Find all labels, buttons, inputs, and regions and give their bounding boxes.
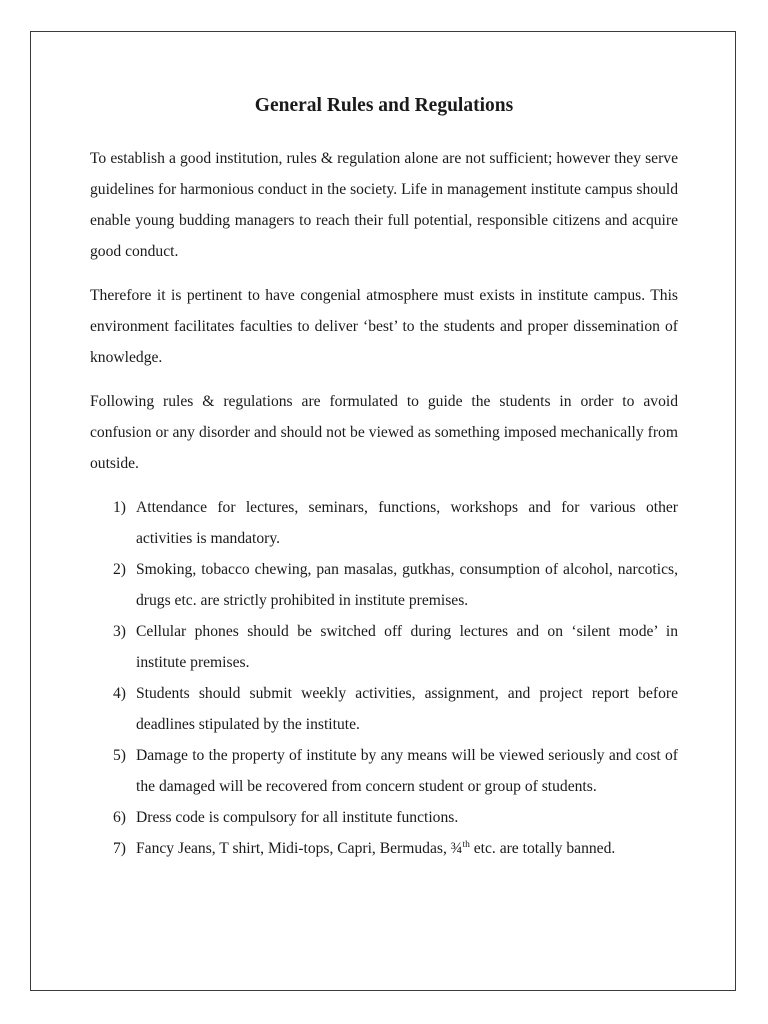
rule-text-start: Fancy Jeans, T shirt, Midi-tops, Capri, Bermudas, ¾: [136, 840, 463, 857]
rule-text: Damage to the property of institute by any means will be viewed seriously and cost of the damaged will be recovered from concern student or group of students.: [136, 747, 678, 795]
rules-list: [90, 492, 678, 864]
rule-text: Dress code is compulsory for all institute functions.: [136, 809, 459, 826]
rule-number: 4): [113, 685, 126, 702]
rule-number: 7): [113, 840, 126, 857]
rule-item: [90, 802, 678, 833]
purpose-paragraph: Following rules & regulations are formulated to guide the students in order to avoid confusion or any disorder and should not be viewed as something imposed mechanically from outside.: [90, 393, 678, 472]
rule-number: 5): [113, 747, 126, 764]
rule-number: 1): [113, 499, 126, 516]
rule-item: [90, 833, 678, 864]
rule-item: [90, 554, 678, 616]
rule-item: [90, 616, 678, 678]
document-title: General Rules and Regulations: [254, 95, 514, 116]
atmosphere-paragraph: Therefore it is pertinent to have congenial atmosphere must exists in institute campus. This environment facilitates faculties to deliver ‘best’ to the students and proper dissemination of knowledge.: [90, 287, 678, 366]
rule-number: 3): [113, 623, 126, 640]
rule-text: Students should submit weekly activities, assignment, and project report before deadlines stipulated by the institute.: [136, 685, 678, 733]
rule-item: [90, 678, 678, 740]
superscript-th: th: [462, 840, 470, 850]
rule-text: [136, 840, 615, 857]
rule-item: [90, 740, 678, 802]
rule-text: Smoking, tobacco chewing, pan masalas, gutkhas, consumption of alcohol, narcotics, drugs etc. are strictly prohibited in institute premises.: [136, 561, 678, 609]
rule-item: [90, 492, 678, 554]
rule-text: Cellular phones should be switched off during lectures and on ‘silent mode’ in institute premises.: [136, 623, 678, 671]
rule-number: 6): [113, 809, 126, 826]
intro-paragraph: To establish a good institution, rules & regulation alone are not sufficient; however they serve guidelines for harmonious conduct in the society. Life in management institute campus should enable young budding managers to reach their full potential, responsible citizens and acquire good conduct.: [90, 150, 678, 260]
rule-text-end: etc. are totally banned.: [469, 840, 616, 857]
rule-number: 2): [113, 561, 126, 578]
rule-text: Attendance for lectures, seminars, functions, workshops and for various other activities is mandatory.: [136, 499, 678, 547]
